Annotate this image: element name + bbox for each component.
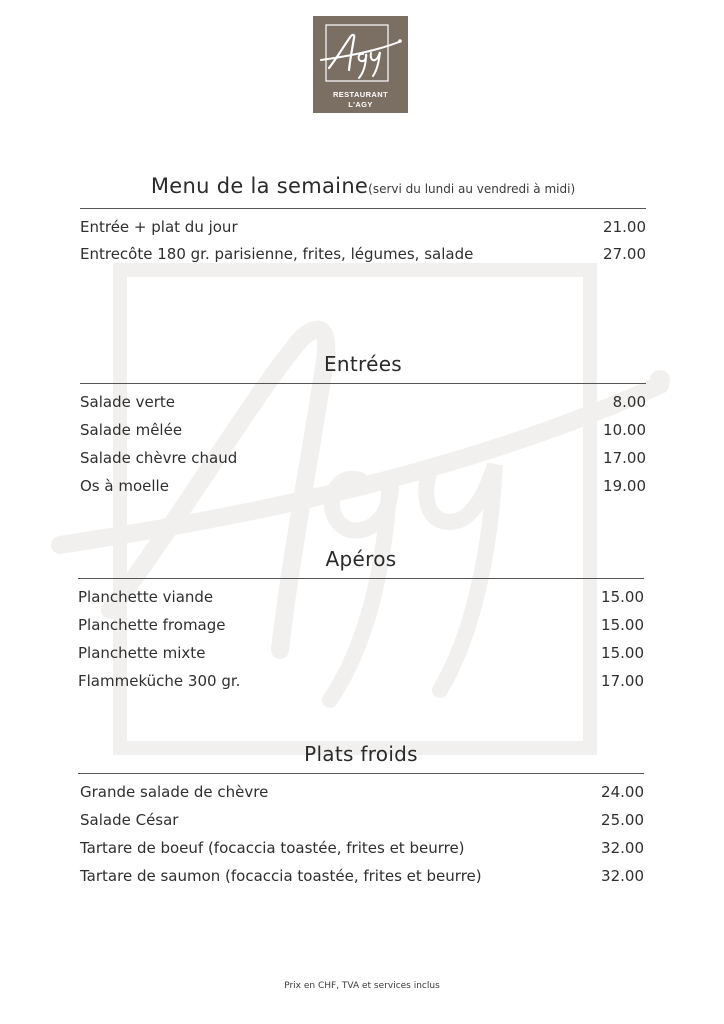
item-name: Planchette viande — [78, 588, 214, 606]
item-name: Planchette mixte — [78, 644, 206, 662]
item-name: Salade mêlée — [80, 421, 183, 439]
item-name: Salade verte — [80, 393, 175, 411]
menu-semaine-divider — [80, 208, 646, 209]
item-price: 19.00 — [603, 477, 646, 495]
item-price: 24.00 — [601, 783, 644, 801]
section-title-aperos: Apéros — [325, 547, 397, 571]
item-name: Flammeküche 300 gr. — [78, 672, 241, 690]
menu-semaine-heading — [80, 174, 646, 198]
restaurant-logo — [313, 16, 408, 113]
item-price: 8.00 — [612, 393, 646, 411]
item-name: Planchette fromage — [78, 616, 226, 634]
menu-semaine-subtitle: (servi du lundi au vendredi à midi) — [368, 182, 576, 196]
menu-item — [80, 783, 644, 805]
item-price: 15.00 — [601, 588, 644, 606]
item-price: 17.00 — [603, 449, 646, 467]
plats-froids-divider — [78, 773, 644, 774]
item-name: Salade César — [80, 811, 179, 829]
item-name: Entrecôte 180 gr. parisienne, frites, légumes, salade — [80, 245, 474, 263]
item-price: 15.00 — [601, 616, 644, 634]
menu-item — [80, 477, 646, 499]
item-name: Tartare de saumon (focaccia toastée, frites et beurre) — [80, 867, 482, 885]
logo-line-restaurant: RESTAURANT — [332, 90, 389, 99]
logo-line-name: L'AGY — [348, 100, 373, 109]
menu-item — [80, 811, 644, 833]
menu-item — [78, 588, 644, 610]
menu-semaine-title: Menu de la semaine — [150, 174, 369, 198]
item-price: 25.00 — [601, 811, 644, 829]
menu-item — [78, 672, 644, 694]
menu-item — [80, 867, 644, 889]
item-name: Os à moelle — [80, 477, 169, 495]
menu-item — [80, 421, 646, 443]
item-name: Salade chèvre chaud — [80, 449, 238, 467]
aperos-divider — [78, 578, 644, 579]
menu-item — [78, 644, 644, 666]
item-price: 32.00 — [601, 867, 644, 885]
menu-item — [80, 218, 646, 240]
item-name: Entrée + plat du jour — [80, 218, 238, 236]
menu-item — [80, 839, 644, 861]
item-price: 15.00 — [601, 644, 644, 662]
item-price: 27.00 — [603, 245, 646, 263]
menu-item — [80, 245, 646, 267]
item-price: 21.00 — [603, 218, 646, 236]
item-price: 10.00 — [603, 421, 646, 439]
menu-item — [80, 449, 646, 471]
item-name: Grande salade de chèvre — [80, 783, 269, 801]
footer-note: Prix en CHF, TVA et services inclus — [284, 981, 440, 991]
entrees-divider — [80, 383, 646, 384]
section-title-entrees: Entrées — [323, 352, 403, 376]
menu-item — [80, 393, 646, 415]
item-name: Tartare de boeuf (focaccia toastée, frites et beurre) — [80, 839, 465, 857]
item-price: 17.00 — [601, 672, 644, 690]
item-price: 32.00 — [601, 839, 644, 857]
menu-item — [78, 616, 644, 638]
section-title-plats-froids: Plats froids — [304, 742, 418, 766]
